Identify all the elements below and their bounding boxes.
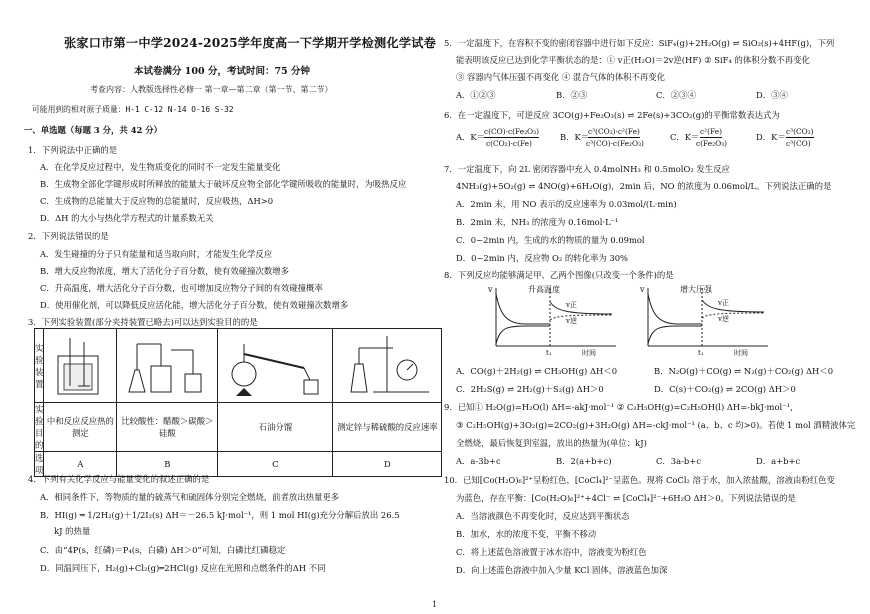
q10-option-a: A．当溶液颜色不再变化时，反应达到平衡状态 [456, 511, 630, 521]
q4-option-b-cont: kJ 的热量 [54, 526, 91, 536]
q1-option-c: C．生成物的总能量大于反应物的总能量时，反应吸热，ΔH>0 [40, 196, 274, 206]
q8-option-c: C．2H₂S(g) ⇌ 2H₂(g)＋S₂(g) ΔH＞0 [456, 384, 604, 394]
q6-c-label: C．K＝ [670, 132, 700, 142]
q1-stem: 1．下列说法中正确的是 [28, 145, 118, 155]
q1-option-a: A．在化学反应过程中，发生物质变化的同时不一定发生能量变化 [40, 162, 281, 172]
graph2-time: 时间 [734, 349, 748, 357]
q8-stem: 8．下列反应均能够满足甲、乙两个图像(只改变一个条件)的是 [444, 270, 674, 280]
q8-option-d: D．C(s)＋CO₂(g) ⇌ 2CO(g) ΔH＞0 [654, 384, 796, 394]
calorimeter-figure [44, 330, 116, 400]
graph1-time: 时间 [582, 349, 596, 357]
q5-stem-line3: ③ 容器内气体压强不再变化 ④ 混合气体的体积不再变化 [456, 72, 665, 82]
q4-option-c: C．由“4P(s，红磷)＝P₄(s，白磷) ΔH＞0”可知，白磷比红磷稳定 [40, 545, 286, 555]
q10-option-d: D．向上述蓝色溶液中加入少量 KCl 固体，溶液蓝色加深 [456, 565, 668, 575]
q8-option-a: A．CO(g)＋2H₂(g) ⇌ CH₃OH(g) ΔH＜0 [456, 366, 618, 376]
apparatus-a [44, 329, 117, 403]
apparatus-c [218, 329, 333, 403]
q7-stem-line1: 7．一定温度下，向 2L 密闭容器中充入 0.4molNH₃ 和 0.5molO₂ 发生反应 [444, 164, 730, 174]
q4-option-b: B．HI(g) ═ 1/2H₂(g)＋1/2I₂(s) ΔH＝－26.5 kJ·mol⁻¹，则 1 mol HI(g)充分分解后放出 26.5 [40, 510, 400, 520]
acid-strength-figure [117, 330, 217, 400]
q5-option-c: C．②③④ [656, 90, 696, 100]
q1-option-b: B．生成物全部化学键形成时所释放的能量大于破坏反应物全部化学键所吸收的能量时，为吸热反应 [40, 179, 407, 189]
q5-stem-line1: 5．一定温度下，在容积不变的密闭容器中进行如下反应：SiF₄(g)+2H₂O(g) ⇌ SiO₂(s)+4HF(g)，下列 [444, 38, 835, 48]
q2-stem: 2．下列说法错误的是 [28, 231, 109, 241]
page-number: 1 [432, 600, 438, 609]
q6-d-numerator: c³(CO₂) [786, 127, 814, 136]
q10-stem-line2: 为蓝色，存在平衡：[Co(H₂O)₆]²⁺+4Cl⁻ ⇌ [CoCl₄]²⁻+6H₂O ΔH＞0。下列说法错误的是 [456, 493, 796, 503]
q7-option-a: A．2min 末，用 NO 表示的反应速率为 0.03mol/(L·min) [456, 199, 677, 209]
graph1-v-reverse: v逆 [566, 317, 577, 325]
q9-option-c: C．3a-b+c [656, 456, 702, 466]
q6-b-denominator: c³(CO)·c(Fe₂O₃) [586, 139, 644, 148]
q5-option-b: B．②③ [556, 90, 588, 100]
row-label-option: 选项 [35, 453, 44, 475]
distillation-figure [218, 330, 332, 400]
score-line: 本试卷满分 100 分，考试时间：75 分钟 [134, 66, 310, 77]
q2-option-a: A．发生碰撞的分子只有能量和适当取向时，才能发生化学反应 [40, 249, 273, 259]
q7-option-b: B．2min 末，NH₃ 的浓度为 0.16mol·L⁻¹ [456, 217, 619, 227]
q7-stem-line2: 4NH₃(g)+5O₂(g) ⇌ 4NO(g)+6H₂O(g)，2min 后，NO 的浓度为 0.06mol/L。下列说法正确的是 [456, 181, 832, 191]
q6-a-denominator: c(CO₂)·c(Fe) [486, 139, 532, 148]
section-heading: 一、单选题（每题 3 分，共 42 分） [24, 125, 163, 135]
graph1-t1: t₁ [546, 349, 552, 357]
q6-b-label: B．K＝ [560, 132, 590, 142]
purpose-b: 比较酸性：醋酸＞碳酸＞硅酸 [117, 403, 218, 452]
row-label-apparatus: 实验装置 [35, 329, 44, 403]
q6-a-label: A．K＝ [456, 132, 486, 142]
atomic-mass-line: 可能用到的相对原子质量：H-1 C-12 N-14 O-16 S-32 [32, 105, 234, 114]
q9-option-d: D．a+b+c [756, 456, 801, 466]
q4-stem: 4．下列有关化学反应与能量变化的叙述正确的是 [28, 474, 210, 484]
graph2-v-label: v [640, 285, 645, 294]
q2-option-c: C．升高温度，增大活化分子百分数，也可增加反应物分子间的有效碰撞概率 [40, 283, 323, 293]
q3-apparatus-table [34, 328, 442, 477]
q6-d-label: D．K＝ [756, 132, 786, 142]
option-b: B [117, 452, 218, 477]
q9-stem-line1: 9．已知① H₂O(g)=H₂O(l) ΔH=-akJ·mol⁻¹ ② C₂H₅OH(g)=C₂H₅OH(l) ΔH=-bkJ·mol⁻¹， [444, 402, 799, 412]
q10-stem-line1: 10．已知[Co(H₂O)₆]²⁺呈粉红色，[CoCl₄]²⁻呈蓝色。现将 CoCl₂ 溶于水，加入浓盐酸，溶液由粉红色变 [444, 475, 835, 485]
q6-d-denominator: c³(CO) [786, 139, 811, 148]
option-c: C [218, 452, 333, 477]
row-label-purpose: 实验目的 [35, 404, 44, 450]
q9-option-a: A．a-3b+c [456, 456, 501, 466]
graph-pressure-svg [638, 284, 774, 360]
q4-option-a: A．相同条件下，等物质的量的硫蒸气和硫固体分别完全燃烧，前者放出热量更多 [40, 492, 340, 502]
q6-stem: 6．在一定温度下，可逆反应 3CO(g)+Fe₂O₃(s) ⇌ 2Fe(s)+3CO₂(g)的平衡常数表达式为 [444, 110, 780, 120]
q9-stem-line3: 全燃烧，最后恢复到室温，放出的热量为(单位：kJ) [456, 438, 647, 448]
q8-option-b: B．N₂O(g)＋CO(g) ⇌ N₂(g)＋CO₂(g) ΔH＜0 [654, 366, 834, 376]
q6-c-numerator: c²(Fe) [700, 127, 722, 136]
option-d: D [333, 452, 442, 477]
q5-option-a: A．①②③ [456, 90, 496, 100]
q6-a-numerator: c(CO)·c(Fe₂O₃) [484, 127, 539, 136]
purpose-a: 中和反应反应热的测定 [44, 403, 117, 452]
q10-option-b: B．加水，水的浓度不变，平衡不移动 [456, 529, 597, 539]
q8-graph-temperature [486, 284, 622, 360]
purpose-c: 石油分馏 [218, 403, 333, 452]
q7-option-d: D．0~2min 内，反应物 O₂ 的转化率为 30% [456, 253, 629, 263]
graph1-v-forward: v正 [566, 301, 577, 309]
graph2-t1: t₁ [698, 349, 704, 357]
q6-c-denominator: c(Fe₂O₃) [696, 139, 727, 148]
scope-line: 考查内容：人教版选择性必修一 第一章—第二章（第一节、第二节） [90, 85, 333, 94]
q4-option-d: D．同温同压下，H₂(g)+Cl₂(g)═2HCl(g) 反应在光照和点燃条件的ΔH 不同 [40, 563, 326, 573]
purpose-d: 测定锌与稀硫酸的反应速率 [333, 403, 442, 452]
apparatus-b [117, 329, 218, 403]
reaction-rate-figure [333, 330, 441, 400]
q3-stem: 3．下列实验装置(部分夹持装置已略去)可以达到实验目的的是 [28, 317, 258, 327]
q1-option-d: D．ΔH 的大小与热化学方程式的计量系数无关 [40, 213, 214, 223]
option-a: A [44, 452, 117, 477]
q5-option-d: D．③④ [756, 90, 788, 100]
q7-option-c: C．0~2min 内，生成的水的物质的量为 0.09mol [456, 235, 645, 245]
q9-stem-line2: ③ C₂H₅OH(g)+3O₂(g)=2CO₂(g)+3H₂O(g) ΔH=-ckJ·mol⁻¹ (a、b、c 均>0)。若使 1 mol 酒精液体完 [456, 420, 856, 430]
graph2-v-reverse: v逆 [718, 315, 729, 323]
graph2-v-forward: v正 [718, 299, 729, 307]
q8-graph-pressure [638, 284, 774, 360]
graph2-title: 增大压强 [680, 285, 712, 294]
q2-option-b: B．增大反应物浓度，增大了活化分子百分数，使有效碰撞次数增多 [40, 266, 290, 276]
q10-option-c: C．将上述蓝色溶液置于冰水浴中，溶液变为粉红色 [456, 547, 647, 557]
q6-b-numerator: c³(CO₂)·c²(Fe) [588, 127, 640, 136]
graph-temperature-svg [486, 284, 622, 360]
q2-option-d: D．使用催化剂，可以降低反应活化能，增大活化分子百分数，使有效碰撞次数增多 [40, 300, 349, 310]
exam-title: 张家口市第一中学2024-2025学年度高一下学期开学检测化学试卷 [64, 36, 436, 50]
q9-option-b: B．2(a+b+c) [556, 456, 612, 466]
graph1-v-label: v [488, 285, 493, 294]
q5-stem-line2: 能表明该反应已达到化学平衡状态的是：① v正(H₂O)＝2v逆(HF) ② SiF₄ 的体积分数不再变化 [456, 55, 810, 65]
apparatus-d [333, 329, 442, 403]
graph1-title: 升高温度 [528, 285, 560, 294]
